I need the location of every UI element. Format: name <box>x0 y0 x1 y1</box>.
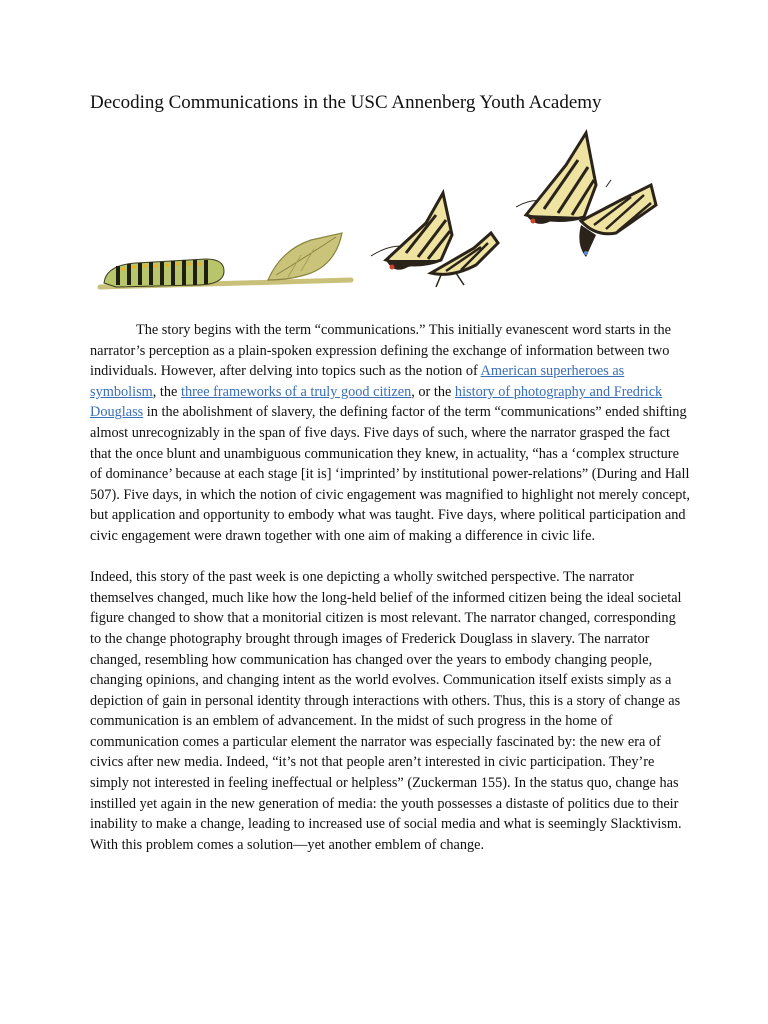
paragraph-1-text-a: The story begins with the term “communications.” This initially evanescent word starts in the narrator’s perception as a plain-spoken expression defining the exchange of information between two individuals. However, after delving into topics such as the notion of <box>90 322 671 380</box>
chrysalis-icon <box>268 233 342 280</box>
document-title: Decoding Communications in the USC Annenberg Youth Academy <box>90 92 602 113</box>
link-american-superheroes[interactable]: American superheroes as symbolism <box>90 363 625 400</box>
document-body <box>90 320 690 855</box>
emerging-butterfly-icon <box>371 193 498 287</box>
caterpillar-icon <box>104 259 224 287</box>
link-three-frameworks[interactable]: three frameworks of a truly good citizen <box>180 383 412 400</box>
paragraph-1 <box>90 320 690 547</box>
paragraph-2: Indeed, this story of the past week is one depicting a wholly switched perspective. The narrator themselves changed, much like how the long-held belief of the informed citizen being the ideal societal figure changed to show that a monitorial citizen is most relevant. The narrator changed, corresponding to the change photography brought through images of Frederick Douglass in slavery. The narrator changed, resembling how communication has changed over the years to embody changing people, changing opinions, and changing intent as the world evolves. Communication itself exists simply as a depiction of gain in personal identity through interactions with others. Thus, this is a story of change as communication is an emblem of advancement. In the midst of such progress in the home of communication comes a particular element the narrator was especially fascinated by: the new era of civics after new media. Indeed, “it’s not that people aren’t interested in civic participation. They’re simply not interested in feeling ineffectual or helpless” (Zuckerman 155). In the status quo, change has instilled yet again in the new generation of media: the youth possesses a distaste of politics due to their inability to make a change, leading to increased use of social media and what is seemingly Slacktivism. With this problem comes a solution—yet another emblem of change. <box>90 569 682 853</box>
paragraph-1-text-b: , the <box>152 383 181 400</box>
paragraph-1-text-d: in the abolishment of slavery, the defining factor of the term “communications” ended shifting almost unrecognizably in the span of five days. Five days of such, where the narrator grasped the fact that the once blunt and unambiguous communication they knew, in actuality, “has a ‘complex structure of dominance’ because at each stage [it is] ‘imprinted’ by institutional power-relations” (During and Hall 507). Five days, in which the notion of civic engagement was magnified to highlight not merely concept, but application and opportunity to embody what was taught. Five days, where political participation and civic engagement were drawn together with one aim of making a difference in civic life. <box>90 404 690 544</box>
flying-butterfly-icon <box>516 133 656 257</box>
paragraph-1-text-c: , or the <box>411 383 455 400</box>
metamorphosis-illustration <box>96 125 666 300</box>
link-history-of-photography[interactable]: history of photography and Fredrick Douglass <box>90 383 663 421</box>
